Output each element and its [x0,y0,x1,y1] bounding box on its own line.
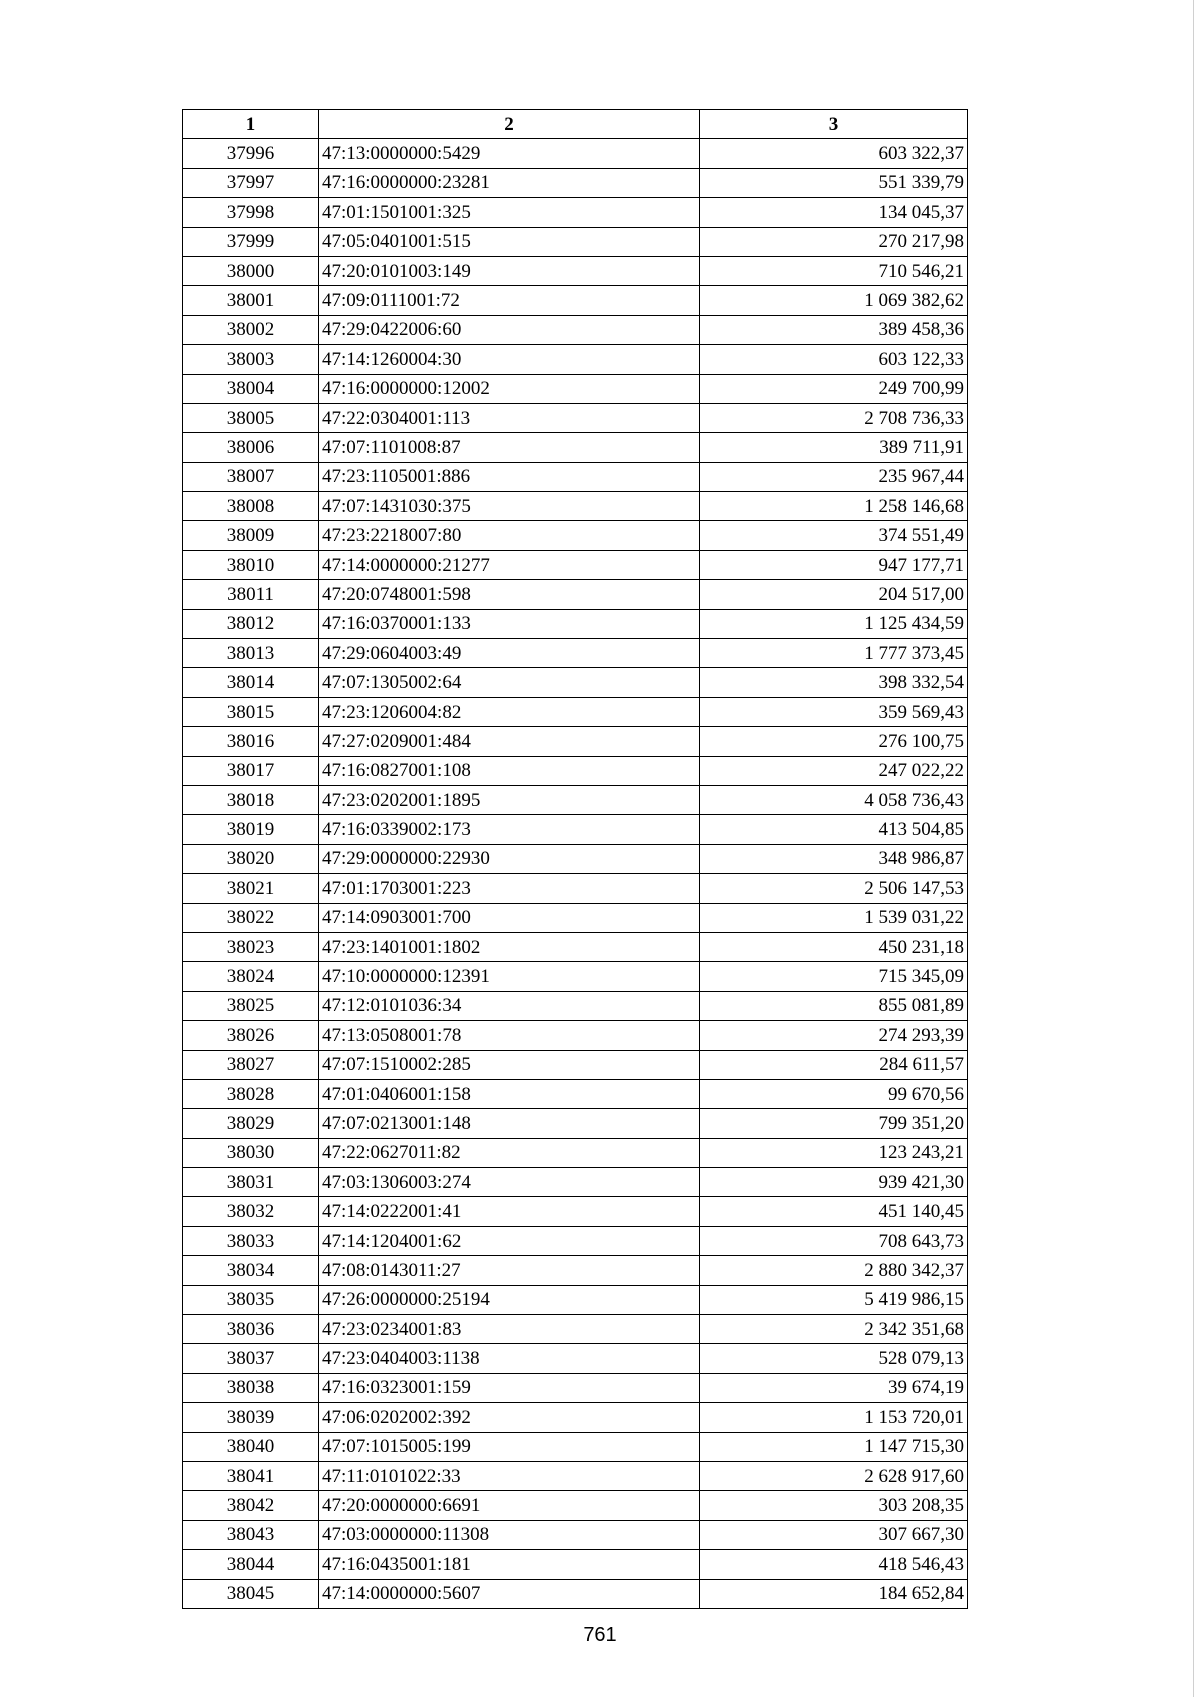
row-number-cell: 38021 [183,874,319,903]
column-header-2: 2 [319,110,700,139]
table-row [183,492,968,521]
table-row [183,1491,968,1520]
cadastral-value-cell: 1 125 434,59 [700,609,968,638]
table-row [183,1579,968,1608]
table-row [183,874,968,903]
cadastral-value-cell: 99 670,56 [700,1079,968,1108]
row-number-cell: 38033 [183,1226,319,1255]
cadastral-number-cell: 47:23:1206004:82 [319,697,700,726]
cadastral-value-cell: 4 058 736,43 [700,785,968,814]
cadastral-number-cell: 47:07:1101008:87 [319,433,700,462]
cadastral-value-cell: 284 611,57 [700,1050,968,1079]
row-number-cell: 38004 [183,374,319,403]
row-number-cell: 38040 [183,1432,319,1461]
cadastral-value-cell: 418 546,43 [700,1550,968,1579]
table-row [183,227,968,256]
column-header-3: 3 [700,110,968,139]
table-row [183,1550,968,1579]
cadastral-value-cell: 1 147 715,30 [700,1432,968,1461]
row-number-cell: 38034 [183,1256,319,1285]
cadastral-number-cell: 47:12:0101036:34 [319,991,700,1020]
cadastral-value-cell: 1 539 031,22 [700,903,968,932]
table-row [183,374,968,403]
cadastral-value-cell: 5 419 986,15 [700,1285,968,1314]
cadastral-value-cell: 389 711,91 [700,433,968,462]
cadastral-number-cell: 47:14:1204001:62 [319,1226,700,1255]
table-row [183,962,968,991]
row-number-cell: 38026 [183,1021,319,1050]
row-number-cell: 37998 [183,198,319,227]
cadastral-value-cell: 247 022,22 [700,756,968,785]
row-number-cell: 38011 [183,580,319,609]
cadastral-number-cell: 47:06:0202002:392 [319,1403,700,1432]
cadastral-value-cell: 1 777 373,45 [700,639,968,668]
table-row [183,1461,968,1490]
row-number-cell: 38036 [183,1315,319,1344]
row-number-cell: 38039 [183,1403,319,1432]
cadastral-value-cell: 303 208,35 [700,1491,968,1520]
cadastral-number-cell: 47:11:0101022:33 [319,1461,700,1490]
cadastral-value-cell: 134 045,37 [700,198,968,227]
table-row [183,697,968,726]
row-number-cell: 38005 [183,403,319,432]
table-row [183,139,968,168]
cadastral-number-cell: 47:03:0000000:11308 [319,1520,700,1549]
table-row [183,1373,968,1402]
page-number: 761 [583,1624,617,1646]
row-number-cell: 38013 [183,639,319,668]
cadastral-number-cell: 47:07:1510002:285 [319,1050,700,1079]
cadastral-number-cell: 47:07:1431030:375 [319,492,700,521]
row-number-cell: 38007 [183,462,319,491]
row-number-cell: 38045 [183,1579,319,1608]
table-row [183,1344,968,1373]
cadastral-value-cell: 270 217,98 [700,227,968,256]
table-row [183,1050,968,1079]
cadastral-value-cell: 799 351,20 [700,1109,968,1138]
table-row [183,1226,968,1255]
row-number-cell: 38044 [183,1550,319,1579]
row-number-cell: 38028 [183,1079,319,1108]
table-row [183,1168,968,1197]
cadastral-number-cell: 47:14:0000000:5607 [319,1579,700,1608]
cadastral-value-cell: 389 458,36 [700,315,968,344]
table-row [183,403,968,432]
cadastral-value-cell: 1 258 146,68 [700,492,968,521]
cadastral-value-cell: 715 345,09 [700,962,968,991]
table-row [183,1079,968,1108]
row-number-cell: 37996 [183,139,319,168]
cadastral-value-cell: 603 322,37 [700,139,968,168]
row-number-cell: 38035 [183,1285,319,1314]
cadastral-value-cell: 2 880 342,37 [700,1256,968,1285]
cadastral-value-cell: 603 122,33 [700,345,968,374]
row-number-cell: 38019 [183,815,319,844]
cadastral-number-cell: 47:22:0304001:113 [319,403,700,432]
cadastral-value-cell: 710 546,21 [700,256,968,285]
table-row [183,1197,968,1226]
row-number-cell: 38027 [183,1050,319,1079]
cadastral-value-cell: 708 643,73 [700,1226,968,1255]
row-number-cell: 38001 [183,286,319,315]
row-number-cell: 38043 [183,1520,319,1549]
cadastral-number-cell: 47:29:0422006:60 [319,315,700,344]
table-row [183,668,968,697]
cadastral-number-cell: 47:01:1501001:325 [319,198,700,227]
cadastral-value-cell: 551 339,79 [700,168,968,197]
cadastral-number-cell: 47:14:0000000:21277 [319,550,700,579]
column-header-1: 1 [183,110,319,139]
table-row [183,1021,968,1050]
cadastral-value-cell: 307 667,30 [700,1520,968,1549]
cadastral-value-table [182,109,968,1609]
page-edge-line [1193,0,1194,1697]
cadastral-value-cell: 2 506 147,53 [700,874,968,903]
cadastral-value-cell: 451 140,45 [700,1197,968,1226]
cadastral-number-cell: 47:23:1105001:886 [319,462,700,491]
cadastral-value-cell: 398 332,54 [700,668,968,697]
table-row [183,1138,968,1167]
table-row [183,639,968,668]
row-number-cell: 38023 [183,932,319,961]
row-number-cell: 38018 [183,785,319,814]
cadastral-number-cell: 47:20:0000000:6691 [319,1491,700,1520]
cadastral-number-cell: 47:23:1401001:1802 [319,932,700,961]
table-row [183,609,968,638]
cadastral-value-cell: 123 243,21 [700,1138,968,1167]
row-number-cell: 38029 [183,1109,319,1138]
cadastral-value-cell: 1 069 382,62 [700,286,968,315]
table-row [183,286,968,315]
table-row [183,433,968,462]
cadastral-number-cell: 47:09:0111001:72 [319,286,700,315]
table-row [183,521,968,550]
table-row [183,168,968,197]
cadastral-number-cell: 47:29:0604003:49 [319,639,700,668]
cadastral-number-cell: 47:16:0827001:108 [319,756,700,785]
cadastral-number-cell: 47:03:1306003:274 [319,1168,700,1197]
cadastral-value-cell: 855 081,89 [700,991,968,1020]
table-row [183,1520,968,1549]
table-row [183,256,968,285]
row-number-cell: 38031 [183,1168,319,1197]
cadastral-number-cell: 47:07:0213001:148 [319,1109,700,1138]
cadastral-value-cell: 359 569,43 [700,697,968,726]
row-number-cell: 38037 [183,1344,319,1373]
row-number-cell: 37997 [183,168,319,197]
table-row [183,345,968,374]
cadastral-number-cell: 47:14:0222001:41 [319,1197,700,1226]
row-number-cell: 38003 [183,345,319,374]
cadastral-number-cell: 47:14:1260004:30 [319,345,700,374]
row-number-cell: 38015 [183,697,319,726]
cadastral-number-cell: 47:13:0508001:78 [319,1021,700,1050]
cadastral-number-cell: 47:16:0323001:159 [319,1373,700,1402]
cadastral-number-cell: 47:23:0404003:1138 [319,1344,700,1373]
cadastral-value-cell: 2 628 917,60 [700,1461,968,1490]
cadastral-number-cell: 47:16:0339002:173 [319,815,700,844]
cadastral-number-cell: 47:01:1703001:223 [319,874,700,903]
table-row [183,756,968,785]
table-row [183,1432,968,1461]
row-number-cell: 37999 [183,227,319,256]
cadastral-value-cell: 249 700,99 [700,374,968,403]
cadastral-number-cell: 47:23:0202001:1895 [319,785,700,814]
cadastral-number-cell: 47:13:0000000:5429 [319,139,700,168]
table-row [183,932,968,961]
row-number-cell: 38030 [183,1138,319,1167]
table-row [183,1109,968,1138]
table-body [183,139,968,1609]
cadastral-number-cell: 47:22:0627011:82 [319,1138,700,1167]
row-number-cell: 38042 [183,1491,319,1520]
cadastral-number-cell: 47:16:0435001:181 [319,1550,700,1579]
table-row [183,815,968,844]
cadastral-value-cell: 374 551,49 [700,521,968,550]
row-number-cell: 38022 [183,903,319,932]
table-row [183,844,968,873]
cadastral-value-cell: 39 674,19 [700,1373,968,1402]
table-row [183,462,968,491]
table-row [183,1315,968,1344]
row-number-cell: 38012 [183,609,319,638]
cadastral-number-cell: 47:23:0234001:83 [319,1315,700,1344]
cadastral-value-cell: 184 652,84 [700,1579,968,1608]
cadastral-value-cell: 528 079,13 [700,1344,968,1373]
cadastral-value-cell: 1 153 720,01 [700,1403,968,1432]
row-number-cell: 38002 [183,315,319,344]
table-header-row [183,110,968,139]
row-number-cell: 38000 [183,256,319,285]
table-row [183,1403,968,1432]
row-number-cell: 38041 [183,1461,319,1490]
cadastral-value-cell: 947 177,71 [700,550,968,579]
cadastral-number-cell: 47:07:1015005:199 [319,1432,700,1461]
row-number-cell: 38024 [183,962,319,991]
cadastral-number-cell: 47:14:0903001:700 [319,903,700,932]
cadastral-number-cell: 47:26:0000000:25194 [319,1285,700,1314]
cadastral-value-cell: 413 504,85 [700,815,968,844]
cadastral-value-cell: 2 708 736,33 [700,403,968,432]
cadastral-number-cell: 47:16:0370001:133 [319,609,700,638]
cadastral-number-cell: 47:16:0000000:12002 [319,374,700,403]
table-row [183,580,968,609]
row-number-cell: 38017 [183,756,319,785]
table-row [183,198,968,227]
row-number-cell: 38014 [183,668,319,697]
cadastral-value-cell: 2 342 351,68 [700,1315,968,1344]
cadastral-number-cell: 47:01:0406001:158 [319,1079,700,1108]
cadastral-number-cell: 47:16:0000000:23281 [319,168,700,197]
table-row [183,785,968,814]
cadastral-value-cell: 235 967,44 [700,462,968,491]
table-row [183,1285,968,1314]
table-row [183,550,968,579]
row-number-cell: 38032 [183,1197,319,1226]
table-row [183,727,968,756]
row-number-cell: 38010 [183,550,319,579]
row-number-cell: 38038 [183,1373,319,1402]
cadastral-value-cell: 204 517,00 [700,580,968,609]
cadastral-number-cell: 47:20:0748001:598 [319,580,700,609]
cadastral-value-cell: 939 421,30 [700,1168,968,1197]
row-number-cell: 38006 [183,433,319,462]
cadastral-number-cell: 47:23:2218007:80 [319,521,700,550]
cadastral-number-cell: 47:07:1305002:64 [319,668,700,697]
row-number-cell: 38016 [183,727,319,756]
cadastral-number-cell: 47:10:0000000:12391 [319,962,700,991]
cadastral-number-cell: 47:20:0101003:149 [319,256,700,285]
cadastral-number-cell: 47:08:0143011:27 [319,1256,700,1285]
table-row [183,991,968,1020]
cadastral-number-cell: 47:29:0000000:22930 [319,844,700,873]
cadastral-number-cell: 47:27:0209001:484 [319,727,700,756]
table-row [183,1256,968,1285]
cadastral-value-cell: 348 986,87 [700,844,968,873]
cadastral-value-cell: 276 100,75 [700,727,968,756]
cadastral-value-cell: 450 231,18 [700,932,968,961]
row-number-cell: 38009 [183,521,319,550]
row-number-cell: 38020 [183,844,319,873]
table-row [183,315,968,344]
table-row [183,903,968,932]
row-number-cell: 38025 [183,991,319,1020]
cadastral-number-cell: 47:05:0401001:515 [319,227,700,256]
cadastral-value-cell: 274 293,39 [700,1021,968,1050]
row-number-cell: 38008 [183,492,319,521]
